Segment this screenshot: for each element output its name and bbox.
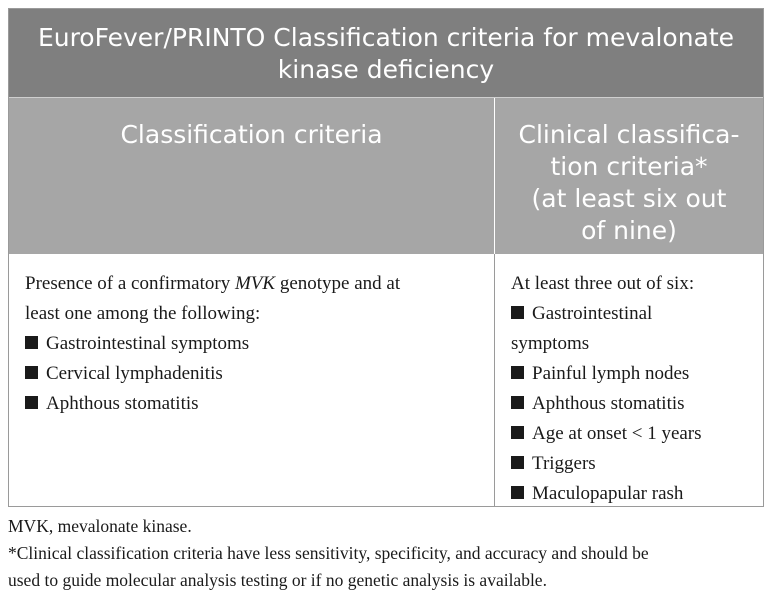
list-item: [511, 389, 753, 419]
table-body-row: [9, 254, 763, 506]
clinical-criteria-cell: [494, 254, 763, 506]
black-square-bullet-icon: [511, 366, 524, 379]
table-title-line-1: EuroFever/PRINTO Classification criteria for mevalonate: [37, 23, 735, 52]
criteria-table: [8, 8, 764, 507]
black-square-bullet-icon: [511, 486, 524, 499]
list-item-text: Gastrointestinal symptoms: [46, 333, 250, 354]
left-intro-line-2: least one among the following:: [25, 303, 261, 324]
black-square-bullet-icon: [511, 426, 524, 439]
table-title-line-2: kinase deficiency: [277, 55, 495, 84]
left-intro-post: genotype and at: [275, 273, 401, 294]
list-item-continuation: symptoms: [511, 333, 590, 354]
left-intro-pre: Presence of a confirmatory: [25, 273, 235, 294]
list-item: [25, 389, 478, 419]
black-square-bullet-icon: [25, 396, 38, 409]
black-square-bullet-icon: [511, 396, 524, 409]
list-item-text: Aphthous stomatitis: [46, 393, 199, 414]
right-intro: At least three out of six:: [511, 273, 695, 294]
column-header-clinical-criteria: [494, 98, 763, 254]
column-header-clinical-line-1: Clinical classifica-: [518, 120, 740, 149]
list-item: [511, 359, 753, 389]
list-item-text: Gastrointestinal: [532, 303, 653, 324]
asterisk-footnote-line-2: used to guide molecular analysis testing or if no genetic analysis is available.: [8, 570, 547, 590]
column-header-clinical-line-3: (at least six out: [531, 184, 727, 213]
list-item-text: Cervical lymphadenitis: [46, 363, 223, 384]
classification-criteria-cell: [9, 254, 494, 506]
asterisk-footnote-line-1: *Clinical classification criteria have less sensitivity, specificity, and accuracy and should be: [8, 543, 649, 563]
table-title: [9, 9, 763, 97]
abbreviation-footnote: MVK, mevalonate kinase.: [8, 516, 192, 536]
gene-name: MVK: [234, 273, 276, 294]
list-item-text: Maculopapular rash: [532, 483, 684, 504]
black-square-bullet-icon: [511, 456, 524, 469]
table-footnotes: [8, 513, 768, 594]
column-header-classification-criteria: Classification criteria: [120, 120, 383, 149]
list-item-text: Aphthous stomatitis: [532, 393, 685, 414]
list-item: [511, 419, 753, 449]
black-square-bullet-icon: [25, 336, 38, 349]
list-item: [511, 449, 753, 479]
list-item: [511, 299, 753, 329]
list-item-text: Triggers: [532, 453, 596, 474]
left-intro-line-1: [25, 269, 478, 299]
list-item-text: Age at onset < 1 years: [532, 423, 702, 444]
column-header-clinical-line-2: tion criteria*: [550, 152, 708, 181]
list-item: [25, 359, 478, 389]
list-item: [25, 329, 478, 359]
column-header-row: [9, 97, 763, 254]
black-square-bullet-icon: [25, 366, 38, 379]
list-item: [511, 479, 753, 509]
list-item-text: Painful lymph nodes: [532, 363, 690, 384]
column-header-clinical-line-4: of nine): [581, 216, 677, 245]
black-square-bullet-icon: [511, 306, 524, 319]
